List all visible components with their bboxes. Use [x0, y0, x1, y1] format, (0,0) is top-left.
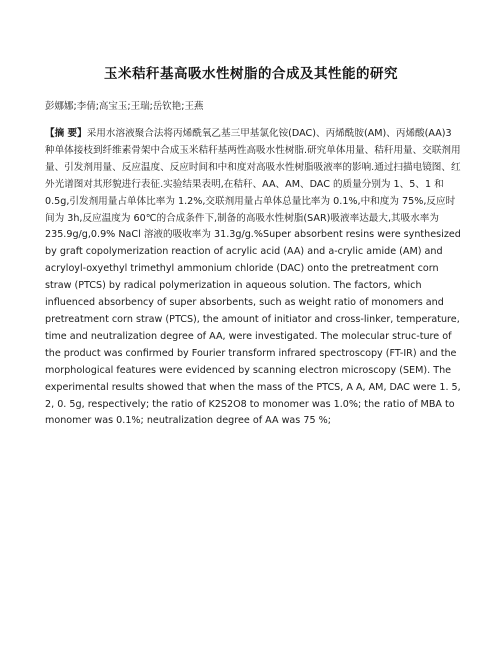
abstract-chinese-text: 采用水溶液聚合法将丙烯酰氧乙基三甲基氯化铵(DAC)、丙烯酰胺(AM)、丙烯酸(AA)3 种单体接枝到纤维素骨架中合成玉米秸秆基两性高吸水性树脂.研究单体用量、秸秆用量、交联剂用量、引发剂用量、反应温度、反应时间和中和度对高吸水性树脂吸液率的影响.通过扫描电镜图、红外光谱图对其形貌进行表征.实验结果表明,在秸秆、AA、AM、DAC 的质量分别为 1、5、1 和 0.5g,引发剂用量占单体比率为 1.2%,交联剂用量占单体总量比率为 0.1%,中和度为 75%,反应时间为 3h,反应温度为 60℃的合成条件下,制备的高吸水性树脂(SAR)吸液率达最大,其吸水率为 235.9g/g,0.9% NaCl 溶液的吸收率为 31.3g/g.	[45, 128, 461, 241]
abstract-label: 【摘 要】	[45, 128, 87, 139]
author-list: 彭娜娜;李倩;高宝玉;王瑞;岳钦艳;王燕	[45, 101, 204, 112]
paper-title: 玉米秸秆基高吸水性树脂的合成及其性能的研究	[104, 66, 398, 82]
abstract-english-text: %Super absorbent resins were synthesized by graft copolymerization reaction of acrylic acid (AA) and a-crylic amide (AM) and acryloyl-oxyethyl trimethyl ammonium chloride (DAC) onto the pretreatment corn straw (PTCS) by radical polymerization in aqueous solution. The factors, which influenced absorbency of super absorbents, such as weight ratio of monomers and pretreatment corn straw (PTCS), the amount of initiator and cross-linker, temperature, time and neutralization degree of AA, were investigated. The molecular struc-ture of the product was confirmed by Fourier transform infrared spectroscopy (FT-IR) and the morphological features were evidenced by scanning electron microscopy (SEM). The experimental results showed that when the mass of the PTCS, A A, AM, DAC were 1. 5, 2, 0. 5g, respectively; the ratio of K2S2O8 to monomer was 1.0%; the ratio of MBA to monomer was 0.1%; neutralization degree of AA was 75 %;	[45, 229, 461, 427]
abstract	[45, 126, 463, 430]
